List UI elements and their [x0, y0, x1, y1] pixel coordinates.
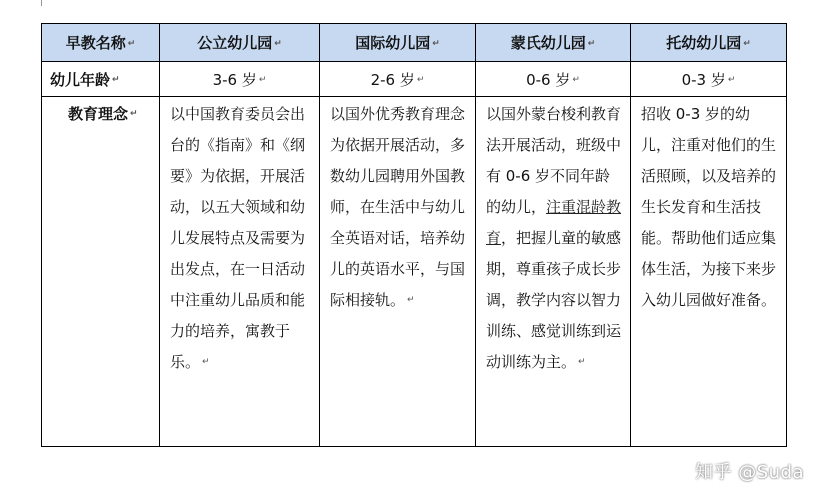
header-cell-international: 国际幼儿园 ↵: [320, 24, 476, 62]
mixed-age-education-link[interactable]: 注重混龄教育: [486, 198, 622, 247]
header-cell-name: 早教名称 ↵: [42, 24, 160, 62]
age-cell-public: 3-6 岁 ↵: [160, 62, 320, 97]
philosophy-cell-international: 以国外优秀教育理念为依据开展活动，多数幼儿园聘用外国教师，在生活中与幼儿全英语对话，培养幼儿的英语水平，与国际相接轨。 ↵: [320, 97, 476, 447]
header-cell-montessori: 蒙氏幼儿园 ↵: [476, 24, 631, 62]
table-row-philosophy: [42, 97, 787, 447]
age-cell-international: 2-6 岁 ↵: [320, 62, 476, 97]
philosophy-cell-montessori: 以国外蒙台梭利教育法开展活动，班级中有 0-6 岁不同年龄的幼儿，注重混龄教育，把握儿童的敏感期，尊重孩子成长步调，教学内容以智力训练、感觉训练到运动训练为主。 ↵: [476, 97, 631, 447]
philosophy-cell-public: 以中国教育委员会出台的《指南》和《纲要》为依据，开展活动，以五大领域和幼儿发展特点及需要为出发点，在一日活动中注重幼儿品质和能力的培养，寓教于乐。 ↵: [160, 97, 320, 447]
age-cell-nursery: 0-3 岁 ↵: [631, 62, 787, 97]
row-label-philosophy: 教育理念 ↵: [42, 97, 160, 447]
table-row-age: [42, 62, 787, 97]
kindergarten-comparison-table: [41, 23, 787, 447]
zhihu-watermark: 知乎 @Suda: [694, 462, 804, 483]
row-label-age: 幼儿年龄 ↵: [42, 62, 160, 97]
age-cell-montessori: 0-6 岁 ↵: [476, 62, 631, 97]
philosophy-cell-nursery: 招收 0-3 岁的幼儿，注重对他们的生活照顾，以及培养的生长发育和生活技能。帮助他们适应集体生活，为接下来步入幼儿园做好准备。: [631, 97, 787, 447]
header-cell-public: 公立幼儿园 ↵: [160, 24, 320, 62]
page-corner-mark: [41, 0, 50, 6]
header-cell-nursery: 托幼幼儿园 ↵: [631, 24, 787, 62]
table-header-row: [42, 24, 787, 62]
